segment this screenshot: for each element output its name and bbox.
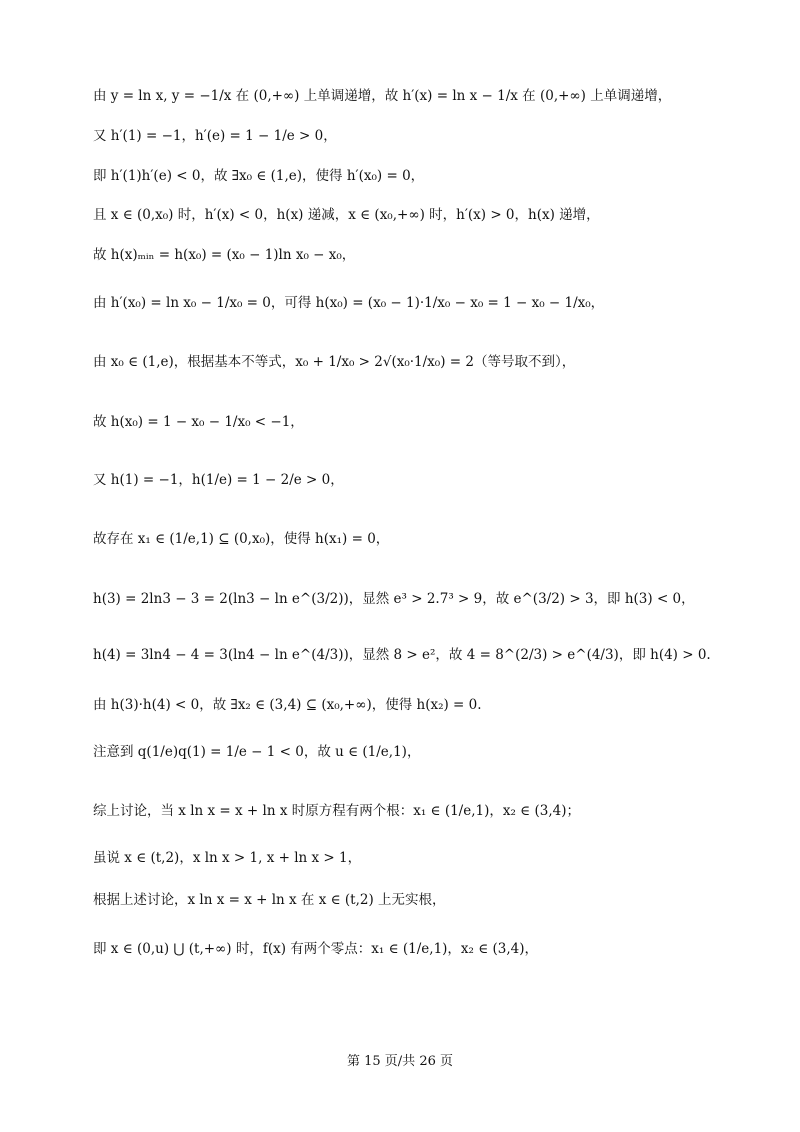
text-line: 故 h(x₀) = 1 − x₀ − 1/x₀ < −1， [93,414,304,430]
text-line: 又 h′(1) = −1，h′(e) = 1 − 1/e > 0， [93,128,337,144]
text-line: 故 h(x)ₘᵢₙ = h(x₀) = (x₀ − 1)ln x₀ − x₀， [93,247,356,263]
text-line: 即 h′(1)h′(e) < 0，故 ∃x₀ ∈ (1,e)，使得 h′(x₀) = 0， [93,168,425,184]
text-line: 由 h(3)·h(4) < 0，故 ∃x₂ ∈ (3,4) ⊆ (x₀,+∞)，使得 h(x₂) = 0. [93,697,482,713]
text-line: 由 h′(x₀) = ln x₀ − 1/x₀ = 0，可得 h(x₀) = (x₀ − 1)·1/x₀ − x₀ = 1 − x₀ − 1/x₀， [93,295,605,311]
text-line: 由 x₀ ∈ (1,e)，根据基本不等式，x₀ + 1/x₀ > 2√(x₀·1/x₀) = 2（等号取不到）， [93,354,576,370]
text-line: 且 x ∈ (0,x₀) 时，h′(x) < 0，h(x) 递减，x ∈ (x₀,+∞) 时，h′(x) > 0，h(x) 递增， [93,207,600,223]
text-line: 即 x ∈ (0,u) ⋃ (t,+∞) 时，f(x) 有两个零点：x₁ ∈ (1/e,1)，x₂ ∈ (3,4)， [93,941,539,957]
text-line: 根据上述讨论，x ln x = x + ln x 在 x ∈ (t,2) 上无实根， [93,892,446,908]
text-line: 综上讨论，当 x ln x = x + ln x 时原方程有两个根：x₁ ∈ (1/e,1)，x₂ ∈ (3,4)； [93,803,580,819]
text-line: 注意到 q(1/e)q(1) = 1/e − 1 < 0，故 u ∈ (1/e,1)， [93,744,421,760]
page-footer: 第 15 页/共 26 页 [347,1054,453,1069]
text-line: h(3) = 2ln3 − 3 = 2(ln3 − ln e^(3/2))，显然 e³ > 2.7³ > 9，故 e^(3/2) > 3，即 h(3) < 0， [93,591,695,607]
text-line: 故存在 x₁ ∈ (1/e,1) ⊆ (0,x₀)，使得 h(x₁) = 0， [93,531,390,547]
text-line: 虽说 x ∈ (t,2)，x ln x > 1, x + ln x > 1， [93,850,362,866]
text-line: 由 y = ln x, y = −1/x 在 (0,+∞) 上单调递增，故 h′(x) = ln x − 1/x 在 (0,+∞) 上单调递增， [93,88,672,104]
text-line: h(4) = 3ln4 − 4 = 3(ln4 − ln e^(4/3))，显然 8 > e²，故 4 = 8^(2/3) > e^(4/3)，即 h(4) > 0. [93,647,711,663]
text-line: 又 h(1) = −1，h(1/e) = 1 − 2/e > 0， [93,472,344,488]
